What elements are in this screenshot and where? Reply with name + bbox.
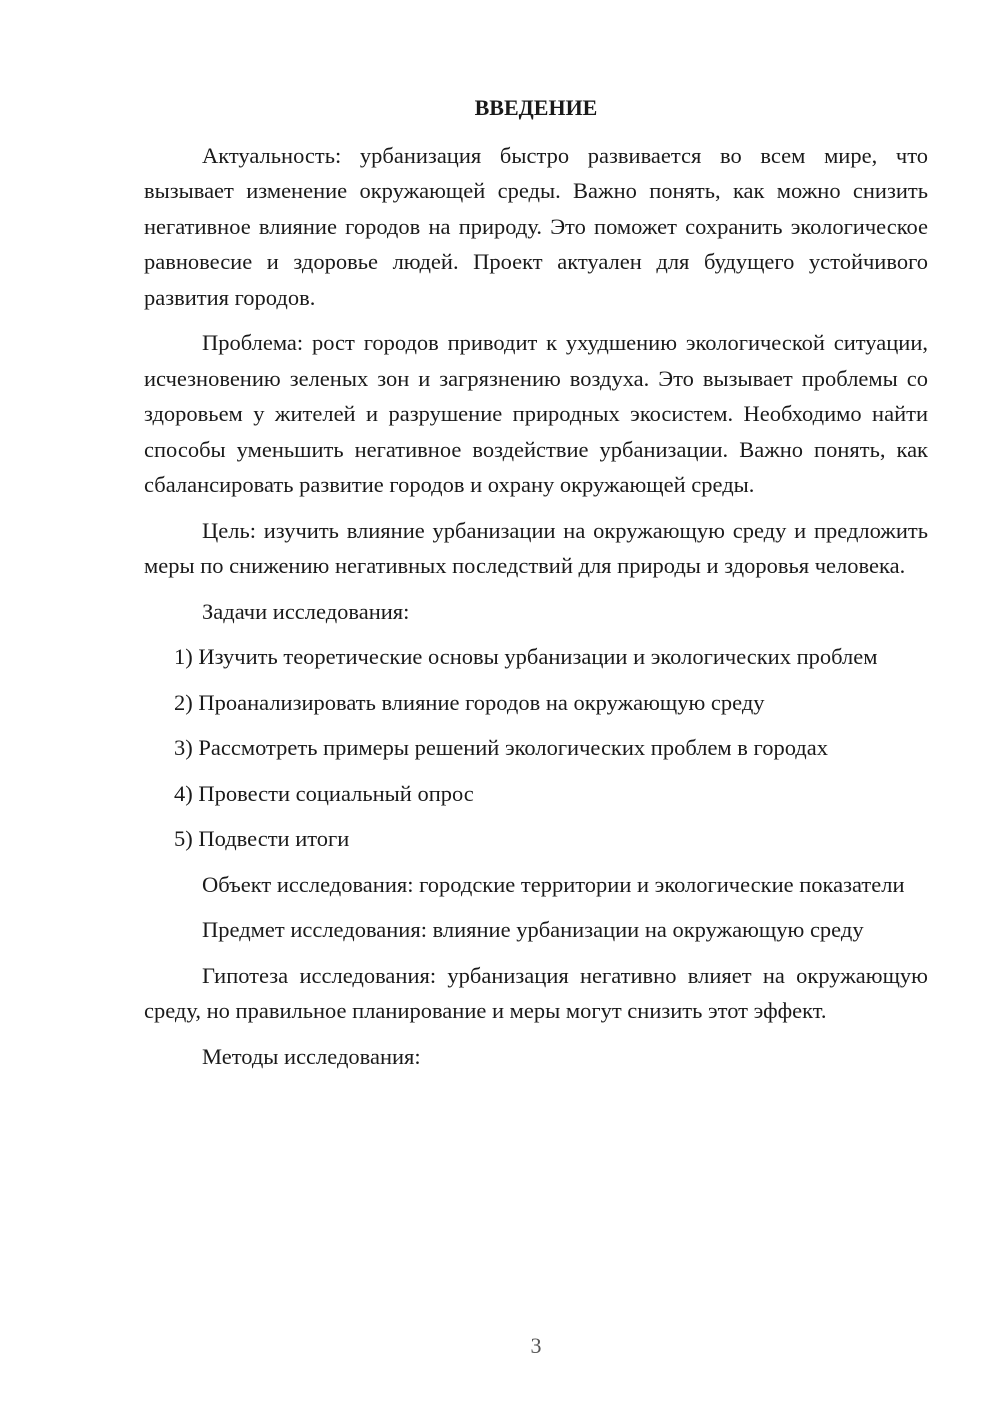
hypothesis-paragraph: Гипотеза исследования: урбанизация негативно влияет на окружающую среду, но правильное планирование и меры могут снизить этот эффект.	[144, 962, 928, 1023]
task-item: 3) Рассмотреть примеры решений экологических проблем в городах	[174, 735, 828, 760]
task-item: 2) Проанализировать влияние городов на окружающую среду	[174, 689, 765, 715]
page-number: 3	[530, 1333, 542, 1358]
methods-heading: Методы исследования:	[202, 1043, 421, 1069]
problem-paragraph: Проблема: рост городов приводит к ухудшению экологической ситуации, исчезновению зеленых зон и загрязнению воздуха. Это вызывает проблемы со здоровьем у жителей и разрушение природных экосистем. Необходимо найти способы уменьшить негативное воздействие урбанизации. Важно понять, как сбалансировать развитие городов и охрану окружающей среды.	[144, 330, 928, 497]
object-paragraph: Объект исследования: городские территории и экологические показатели	[202, 871, 905, 897]
task-item: 5) Подвести итоги	[174, 826, 350, 851]
goal-paragraph: Цель: изучить влияние урбанизации на окружающую среду и предложить меры по снижению негативных последствий для природы и здоровья человека.	[144, 517, 928, 578]
subject-paragraph: Предмет исследования: влияние урбанизации на окружающую среду	[202, 917, 864, 942]
task-item: 4) Провести социальный опрос	[174, 780, 474, 806]
tasks-list	[144, 639, 928, 857]
document-page	[144, 90, 928, 1084]
section-title: ВВЕДЕНИЕ	[474, 95, 598, 120]
relevance-paragraph: Актуальность: урбанизация быстро развивается во всем мире, что вызывает изменение окружающей среды. Важно понять, как можно снизить негативное влияние городов на природу. Это поможет сохранить экологическое равновесие и здоровье людей. Проект актуален для будущего устойчивого развития городов.	[144, 142, 928, 310]
task-item: 1) Изучить теоретические основы урбанизации и экологических проблем	[174, 644, 878, 669]
tasks-heading: Задачи исследования:	[202, 598, 410, 624]
